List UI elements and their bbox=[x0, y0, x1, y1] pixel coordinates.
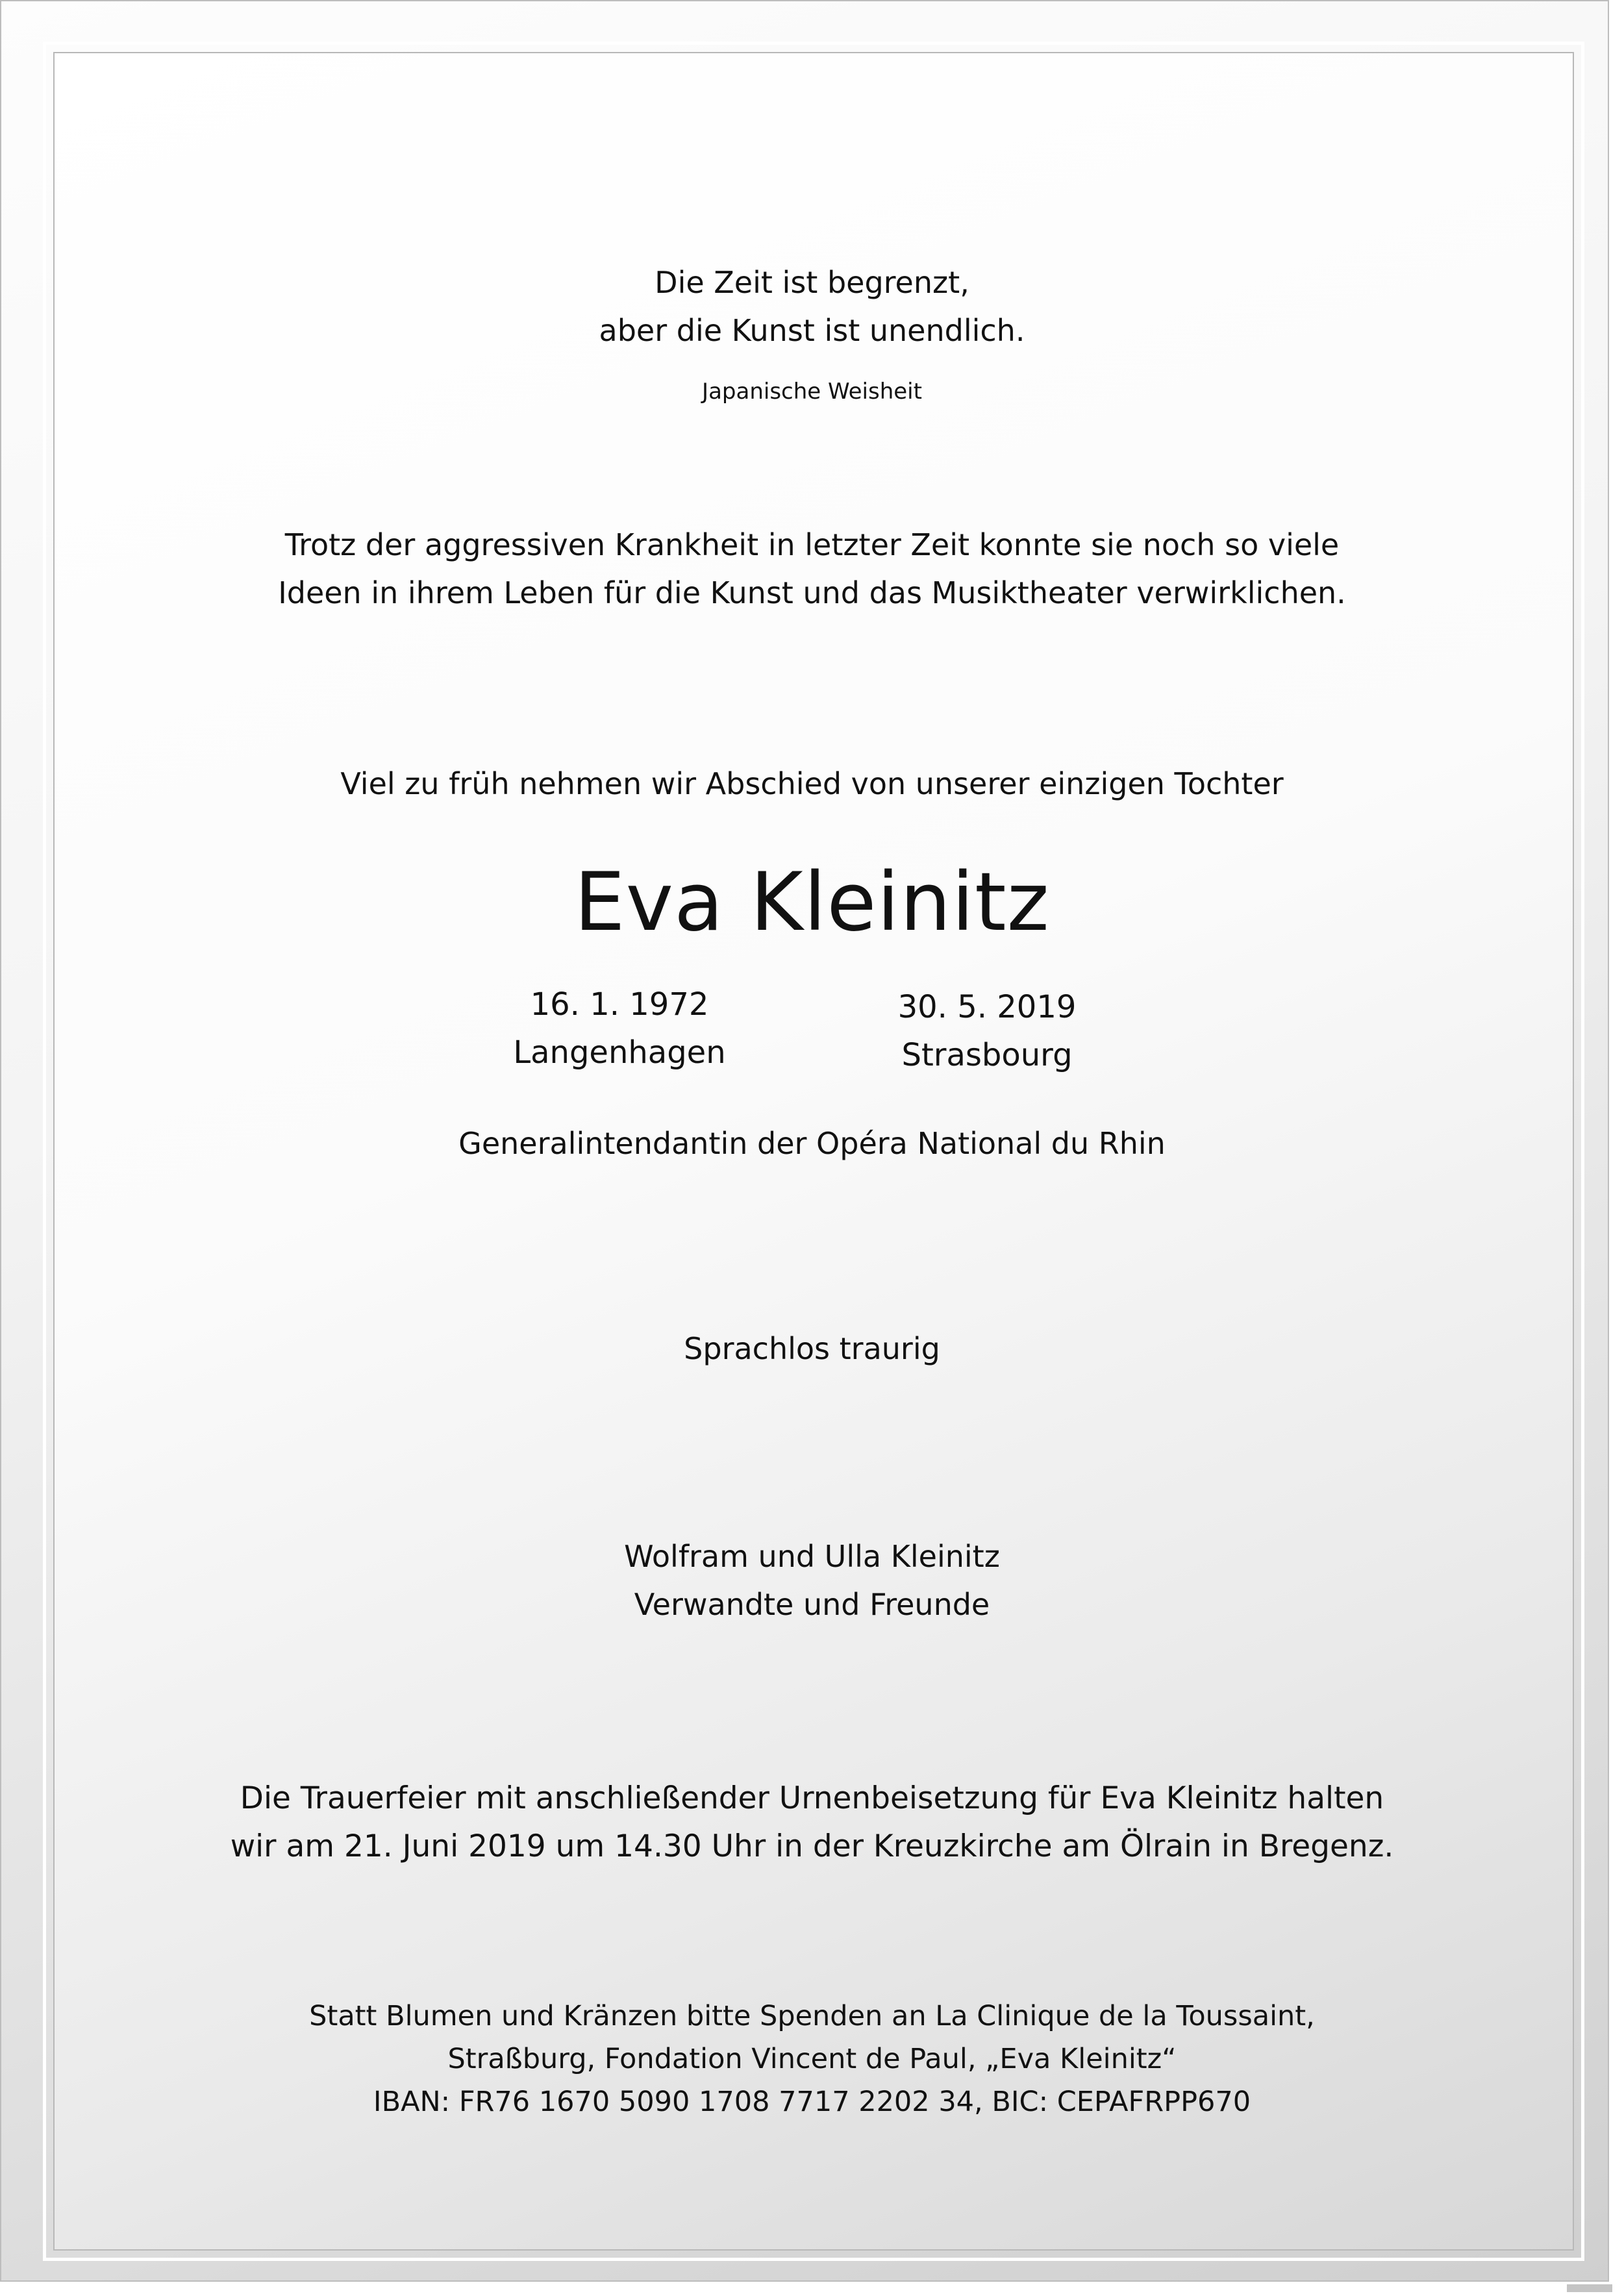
mourning-line bbox=[0, 1325, 1624, 1373]
announcement bbox=[0, 760, 1624, 808]
birth-place: Langenhagen bbox=[513, 1034, 726, 1071]
quote-source: Japanische Weisheit bbox=[702, 379, 922, 405]
funeral-line-1: Die Trauerfeier mit anschließender Urnenbeisetzung für Eva Kleinitz halten bbox=[240, 1780, 1384, 1816]
tribute-line-2: Ideen in ihrem Leben für die Kunst und das Musiktheater verwirklichen. bbox=[278, 575, 1346, 610]
mourning-text: Sprachlos traurig bbox=[684, 1331, 940, 1366]
tribute-paragraph bbox=[0, 521, 1624, 617]
deceased-name: Eva Kleinitz bbox=[574, 856, 1050, 949]
deceased-title bbox=[0, 1119, 1624, 1167]
corner-mark bbox=[1567, 2284, 1612, 2292]
donation-info bbox=[0, 1995, 1624, 2123]
family-line-1: Wolfram und Ulla Kleinitz bbox=[624, 1539, 1000, 1574]
funeral-info bbox=[0, 1775, 1624, 1871]
birth-date: 16. 1. 1972 bbox=[530, 986, 709, 1023]
death-info bbox=[857, 983, 1117, 1079]
birth-info bbox=[490, 980, 749, 1077]
donation-line-1: Statt Blumen und Kränzen bitte Spenden an La Clinique de la Toussaint, bbox=[309, 2000, 1315, 2032]
donation-line-2: Straßburg, Fondation Vincent de Paul, „Eva Kleinitz“ bbox=[447, 2043, 1177, 2075]
donation-line-3: IBAN: FR76 1670 5090 1708 7717 2202 34, BIC: CEPAFRPP670 bbox=[373, 2086, 1251, 2118]
quote bbox=[0, 258, 1624, 355]
tribute-line-1: Trotz der aggressiven Krankheit in letzter Zeit konnte sie noch so viele bbox=[284, 527, 1340, 562]
death-date: 30. 5. 2019 bbox=[897, 989, 1077, 1025]
quote-line-1: Die Zeit ist begrenzt, bbox=[655, 265, 969, 300]
family-line-2: Verwandte und Freunde bbox=[634, 1587, 990, 1622]
family-signature bbox=[0, 1532, 1624, 1628]
funeral-line-2: wir am 21. Juni 2019 um 14.30 Uhr in der Kreuzkirche am Ölrain in Bregenz. bbox=[230, 1828, 1394, 1864]
deceased-title-text: Generalintendantin der Opéra National du Rhin bbox=[458, 1126, 1166, 1161]
announcement-text: Viel zu früh nehmen wir Abschied von unserer einzigen Tochter bbox=[340, 766, 1284, 801]
death-place: Strasbourg bbox=[901, 1037, 1073, 1073]
quote-line-2: aber die Kunst ist unendlich. bbox=[599, 313, 1025, 348]
